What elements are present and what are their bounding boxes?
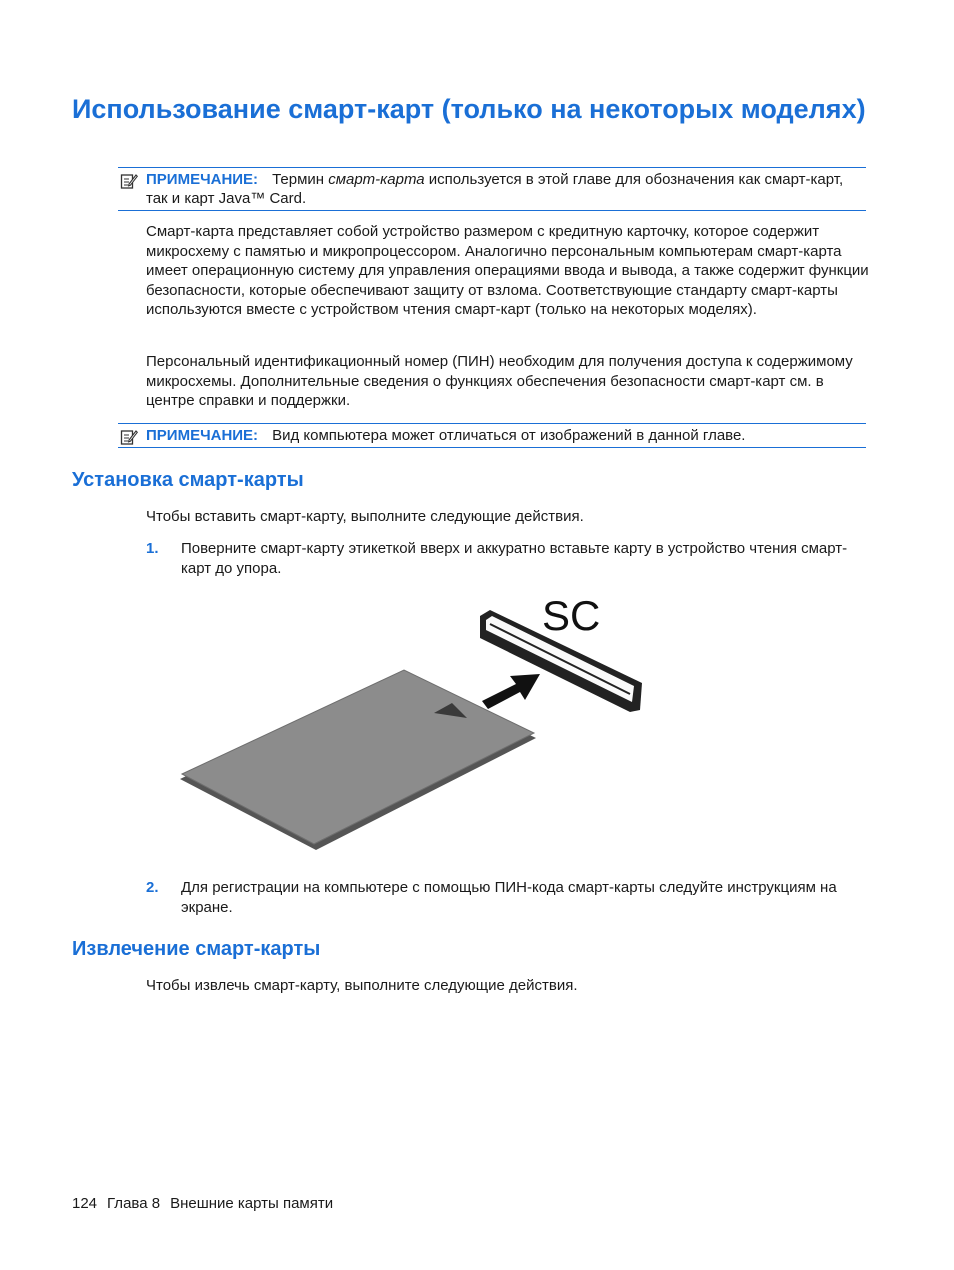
note-text: Вид компьютера может отличаться от изображений в данной главе. bbox=[272, 427, 746, 444]
step-1 bbox=[146, 539, 870, 579]
note-term: смарт-карта bbox=[328, 171, 425, 188]
step-text: Поверните смарт-карту этикеткой вверх и аккуратно вставьте карту в устройство чтения смарт-карт до упора. bbox=[181, 540, 848, 577]
note-1 bbox=[118, 167, 866, 211]
insert-arrow-icon bbox=[482, 674, 540, 709]
footer-chapter: Глава 8 bbox=[107, 1195, 161, 1212]
paragraph-pin-info: Персональный идентификационный номер (ПИН) необходим для получения доступа к содержимому микросхемы. Дополнительные сведения о функциях обеспечения безопасности смарт-карт см. в центре справки и поддержки. bbox=[146, 353, 853, 409]
slot-label: SC bbox=[542, 592, 601, 639]
note-2 bbox=[118, 423, 866, 448]
smart-card-insertion-illustration bbox=[170, 588, 670, 868]
step-2 bbox=[146, 878, 870, 918]
note-text-before: Термин bbox=[272, 171, 329, 188]
section-title-insert: Установка смарт-карты bbox=[72, 469, 304, 491]
section-intro-remove: Чтобы извлечь смарт-карту, выполните следующие действия. bbox=[146, 977, 578, 994]
step-text: Для регистрации на компьютере с помощью ПИН-кода смарт-карты следуйте инструкциям на экране. bbox=[181, 879, 837, 916]
note-icon bbox=[120, 172, 138, 190]
page-number: 124 bbox=[72, 1195, 98, 1212]
step-number: 2. bbox=[146, 879, 159, 896]
step-number: 1. bbox=[146, 540, 159, 557]
note-icon bbox=[120, 428, 138, 446]
page-footer bbox=[72, 1195, 343, 1212]
note-label: ПРИМЕЧАНИЕ: bbox=[146, 427, 259, 444]
note-label: ПРИМЕЧАНИЕ: bbox=[146, 171, 259, 188]
paragraph-smart-card-description: Смарт-карта представляет собой устройство размером с кредитную карточку, которое содержит микросхему с памятью и микропроцессором. Аналогично персональным компьютерам смарт-карта имеет операционную систему для управления операциями ввода и вывода, а также содержит функции безопасности, которые обеспечивают защиту от взлома. Соответствующие стандарту смарт-карты используются вместе с устройством чтения смарт-карт (только на некоторых моделях). bbox=[146, 223, 869, 318]
footer-chapter-title: Внешние карты памяти bbox=[170, 1195, 334, 1212]
note-text-after: используется в этой главе для обозначения как смарт-карт, так и карт Java™ Card. bbox=[146, 171, 844, 207]
section-intro-insert: Чтобы вставить смарт-карту, выполните следующие действия. bbox=[146, 508, 584, 525]
smart-card-icon bbox=[182, 670, 534, 844]
page-title: Использование смарт-карт (только на некоторых моделях) bbox=[72, 94, 866, 124]
section-title-remove: Извлечение смарт-карты bbox=[72, 938, 321, 960]
